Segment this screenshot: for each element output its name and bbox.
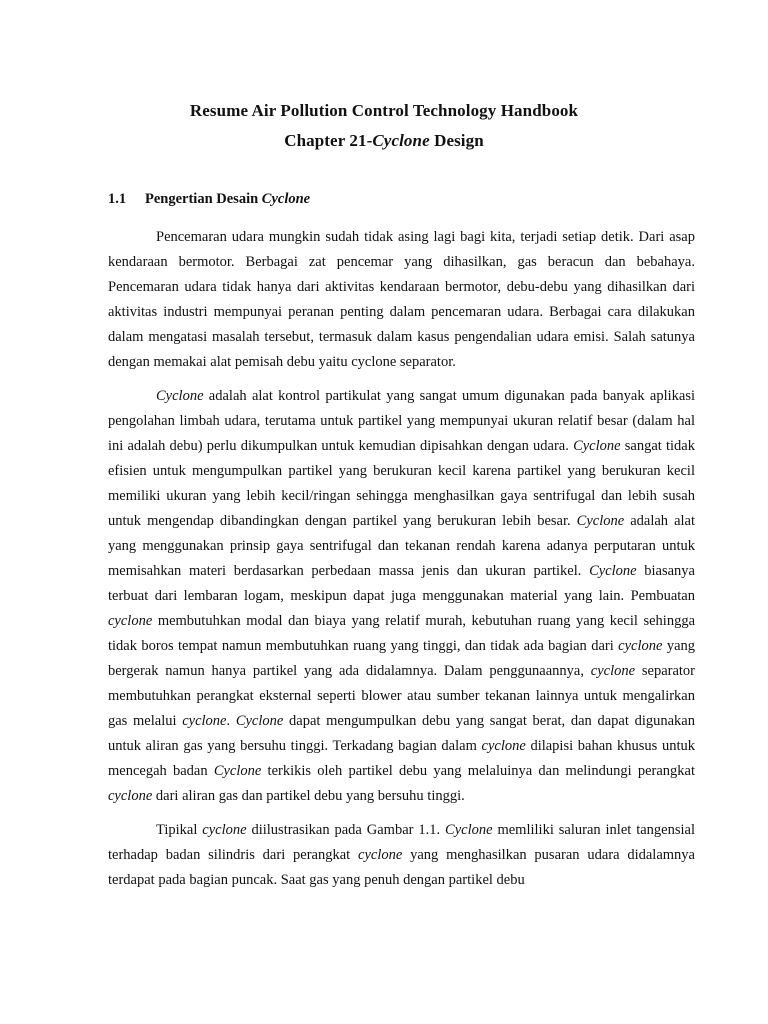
italic-text: Cyclone <box>445 822 493 838</box>
text-run: biasanya terbuat dari lembaran logam, meskipun dapat juga menggunakan material yang lain. Pembuatan <box>108 563 695 604</box>
text-run: dari aliran gas dan partikel debu yang bersuhu tinggi. <box>152 788 465 804</box>
italic-text: cyclone <box>108 613 153 629</box>
text-run: terkikis oleh partikel debu yang melaluinya dan melindungi perangkat <box>261 763 695 779</box>
text-run: yang menghasilkan pusaran udara didalamnya terdapat pada bagian puncak. Saat gas yang penuh dengan partikel debu <box>108 847 695 888</box>
paragraph <box>108 818 695 893</box>
italic-text: cyclone <box>358 847 403 863</box>
text-run: membutuhkan modal dan biaya yang relatif murah, kebutuhan ruang yang kecil sehingga tidak boros tempat namun membutuhkan ruang yang tinggi, dan tidak ada bagian dari <box>108 613 695 654</box>
text-run: Pencemaran udara mungkin sudah tidak asing lagi bagi kita, terjadi setiap detik. Dari asap kendaraan bermotor. Berbagai zat pencemar yang dihasilkan, gas beracun dan bebahaya. Pencemaran udara tidak hanya dari aktivitas kendaraan bermotor, debu-debu yang dihasilkan dari aktivitas industri mempunyai peranan penting dalam pencemaran udara. Berbagai cara dilakukan dalam mengatasi masalah tersebut, termasuk dalam kasus pengendalian udara emisi. Salah satunya dengan memakai alat pemisah debu yaitu cyclone separator. <box>108 229 695 370</box>
section-number: 1.1 <box>108 191 127 207</box>
chapter-title <box>0 131 768 151</box>
italic-text: Cyclone <box>576 513 625 529</box>
italic-text: cyclone <box>590 663 636 679</box>
italic-text: Cyclone <box>573 438 621 454</box>
paragraph <box>108 225 695 375</box>
chapter-title-suffix: Design <box>429 131 484 150</box>
text-run: dilapisi bahan khusus untuk mencegah badan <box>108 738 695 779</box>
body-text <box>108 225 695 902</box>
section-label-italic: Cyclone <box>261 191 311 207</box>
italic-text: cyclone <box>108 788 153 804</box>
text-run: dapat mengumpulkan debu yang sangat berat, dan dapat digunakan untuk aliran gas yang bersuhu tinggi. Terkadang bagian dalam <box>108 713 695 754</box>
italic-text: Cyclone <box>156 388 204 404</box>
text-run: Tipikal <box>156 822 203 838</box>
chapter-title-prefix: Chapter 21- <box>284 131 373 150</box>
document-title: Resume Air Pollution Control Technology Handbook <box>189 101 579 120</box>
text-run: adalah alat yang menggunakan prinsip gaya sentrifugal dan tekanan rendah karena adanya perputaran untuk memisahkan materi berdasarkan perbedaan massa jenis dan ukuran partikel. <box>108 513 696 579</box>
text-run: memliliki saluran inlet tangensial terhadap badan silindris dari perangkat <box>108 822 695 863</box>
text-run: diilustrasikan pada Gambar 1.1. <box>246 822 446 838</box>
text-run: adalah alat kontrol partikulat yang sangat umum digunakan pada banyak aplikasi pengolahan limbah udara, terutama untuk partikel yang mempunyai ukuran relatif besar (dalam hal ini adalah debu) perlu dikumpulkan untuk kemudian dipisahkan dengan udara. <box>108 388 695 454</box>
italic-text: Cyclone <box>235 713 284 729</box>
section-label: Pengertian Desain <box>145 191 262 207</box>
paragraph <box>108 384 695 809</box>
italic-text: cyclone <box>182 713 227 729</box>
italic-text: Cyclone <box>589 563 637 579</box>
section-heading <box>108 191 310 208</box>
text-run: sangat tidak efisien untuk mengumpulkan partikel yang berukuran kecil karena partikel yang berukuran kecil memiliki ukuran yang lebih kecil/ringan sehingga menghasilkan gaya sentrifugal dan lebih susah untuk mengendap dibandingkan dengan partikel yang berukuran lebih besar. <box>108 438 695 529</box>
chapter-title-italic: Cyclone <box>372 131 430 150</box>
text-run: yang bergerak namun hanya partikel yang ada didalamnya. Dalam penggunaannya, <box>108 638 696 679</box>
italic-text: cyclone <box>618 638 663 654</box>
text-run: separator membutuhkan perangkat eksternal seperti blower atau sumber tekanan lainnya untuk mengalirkan gas melalui <box>108 663 696 729</box>
text-run: . <box>226 713 236 729</box>
italic-text: cyclone <box>202 822 247 838</box>
italic-text: Cyclone <box>213 763 262 779</box>
italic-text: cyclone <box>481 738 526 754</box>
